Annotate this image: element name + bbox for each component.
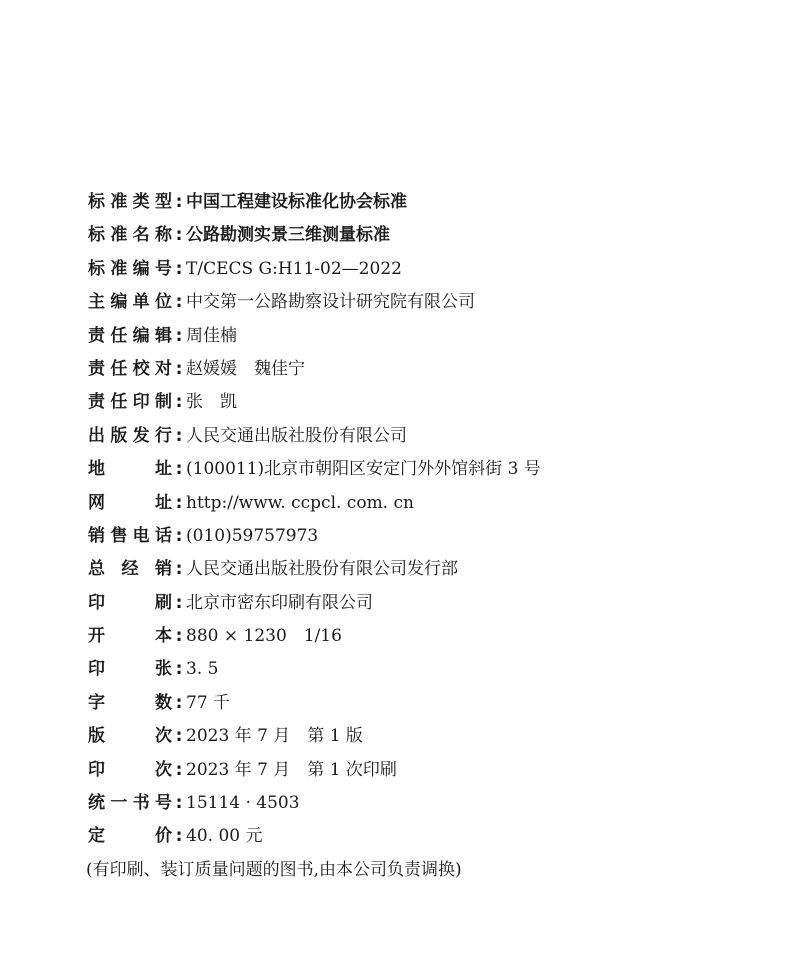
field-value: 赵媛媛 魏佳宁: [186, 358, 305, 379]
field-value: 40. 00 元: [186, 826, 263, 847]
field-separator: :: [175, 358, 183, 379]
colophon-row: [88, 320, 768, 353]
field-separator: :: [175, 626, 183, 647]
field-separator: :: [175, 192, 183, 212]
field-label: 定 价: [88, 826, 172, 847]
colophon-row: [88, 553, 768, 586]
field-value: 中交第一公路勘察设计研究院有限公司: [186, 292, 475, 313]
field-label: 网 址: [88, 492, 172, 513]
field-value: 中国工程建设标准化协会标准: [186, 192, 407, 212]
field-label: 出 版 发 行: [88, 425, 172, 446]
field-separator: :: [175, 592, 183, 613]
colophon-row: [88, 687, 768, 720]
colophon-row: [88, 353, 768, 386]
colophon-row: [88, 787, 768, 820]
field-label: 地 址: [88, 459, 172, 480]
field-separator: :: [175, 726, 183, 747]
field-value: 张 凯: [186, 392, 237, 413]
colophon-row: [88, 386, 768, 419]
field-label: 销 售 电 话: [88, 525, 172, 546]
field-label: 责 任 编 辑: [88, 325, 172, 346]
field-separator: :: [175, 392, 183, 413]
field-label: 版 次: [88, 726, 172, 747]
quality-note: (有印刷、装订质量问题的图书,由本公司负责调换): [86, 859, 462, 880]
colophon-row: [88, 286, 768, 319]
field-value: 周佳楠: [186, 325, 237, 346]
field-value: 公路勘测实景三维测量标准: [186, 225, 390, 246]
field-label: 开 本: [88, 626, 172, 647]
field-value: (100011)北京市朝阳区安定门外外馆斜街 3 号: [186, 459, 541, 480]
field-label: 字 数: [88, 692, 172, 713]
colophon-row: [88, 520, 768, 553]
colophon-row: [88, 186, 768, 219]
field-label: 主 编 单 位: [88, 292, 172, 313]
field-label: 责 任 校 对: [88, 358, 172, 379]
field-value: 880 × 1230 1/16: [186, 626, 342, 647]
field-separator: :: [175, 325, 183, 346]
field-separator: :: [175, 492, 183, 513]
field-value: 人民交通出版社股份有限公司: [186, 425, 407, 446]
field-separator: :: [175, 425, 183, 446]
colophon-row: [88, 587, 768, 620]
field-value: http://www. ccpcl. com. cn: [186, 492, 414, 513]
colophon-row: [88, 720, 768, 753]
field-separator: :: [175, 659, 183, 680]
field-label: 标 准 类 型: [88, 192, 172, 212]
colophon-row: [88, 653, 768, 686]
field-separator: :: [175, 459, 183, 480]
colophon-row: [88, 487, 768, 520]
field-label: 总 经 销: [88, 559, 172, 580]
field-label: 标 准 编 号: [88, 258, 172, 279]
colophon-row: [88, 820, 768, 853]
field-separator: :: [175, 826, 183, 847]
field-value: 77 千: [186, 692, 231, 713]
colophon-row: [88, 620, 768, 653]
field-separator: :: [175, 793, 183, 814]
field-separator: :: [175, 759, 183, 780]
field-separator: :: [175, 525, 183, 546]
field-separator: :: [175, 559, 183, 580]
field-value: 2023 年 7 月 第 1 版: [186, 726, 363, 747]
field-label: 责 任 印 制: [88, 392, 172, 413]
field-separator: :: [175, 258, 183, 279]
field-value: 3. 5: [186, 659, 219, 680]
colophon-block: [88, 186, 768, 887]
colophon-rows: [88, 186, 768, 854]
field-value: 15114 · 4503: [186, 793, 300, 814]
field-label: 统 一 书 号: [88, 793, 172, 814]
field-label: 标 准 名 称: [88, 225, 172, 246]
colophon-row: [88, 453, 768, 486]
field-value: 北京市密东印刷有限公司: [186, 592, 373, 613]
field-separator: :: [175, 292, 183, 313]
field-value: T/CECS G:H11-02—2022: [186, 258, 402, 279]
field-value: 人民交通出版社股份有限公司发行部: [186, 559, 458, 580]
field-value: (010)59757973: [186, 525, 319, 546]
field-value: 2023 年 7 月 第 1 次印刷: [186, 759, 397, 780]
field-label: 印 刷: [88, 592, 172, 613]
field-separator: :: [175, 225, 183, 246]
field-label: 印 次: [88, 759, 172, 780]
colophon-row: [88, 219, 768, 252]
colophon-row: [88, 253, 768, 286]
field-label: 印 张: [88, 659, 172, 680]
colophon-row: [88, 754, 768, 787]
field-separator: :: [175, 692, 183, 713]
colophon-row: [88, 420, 768, 453]
